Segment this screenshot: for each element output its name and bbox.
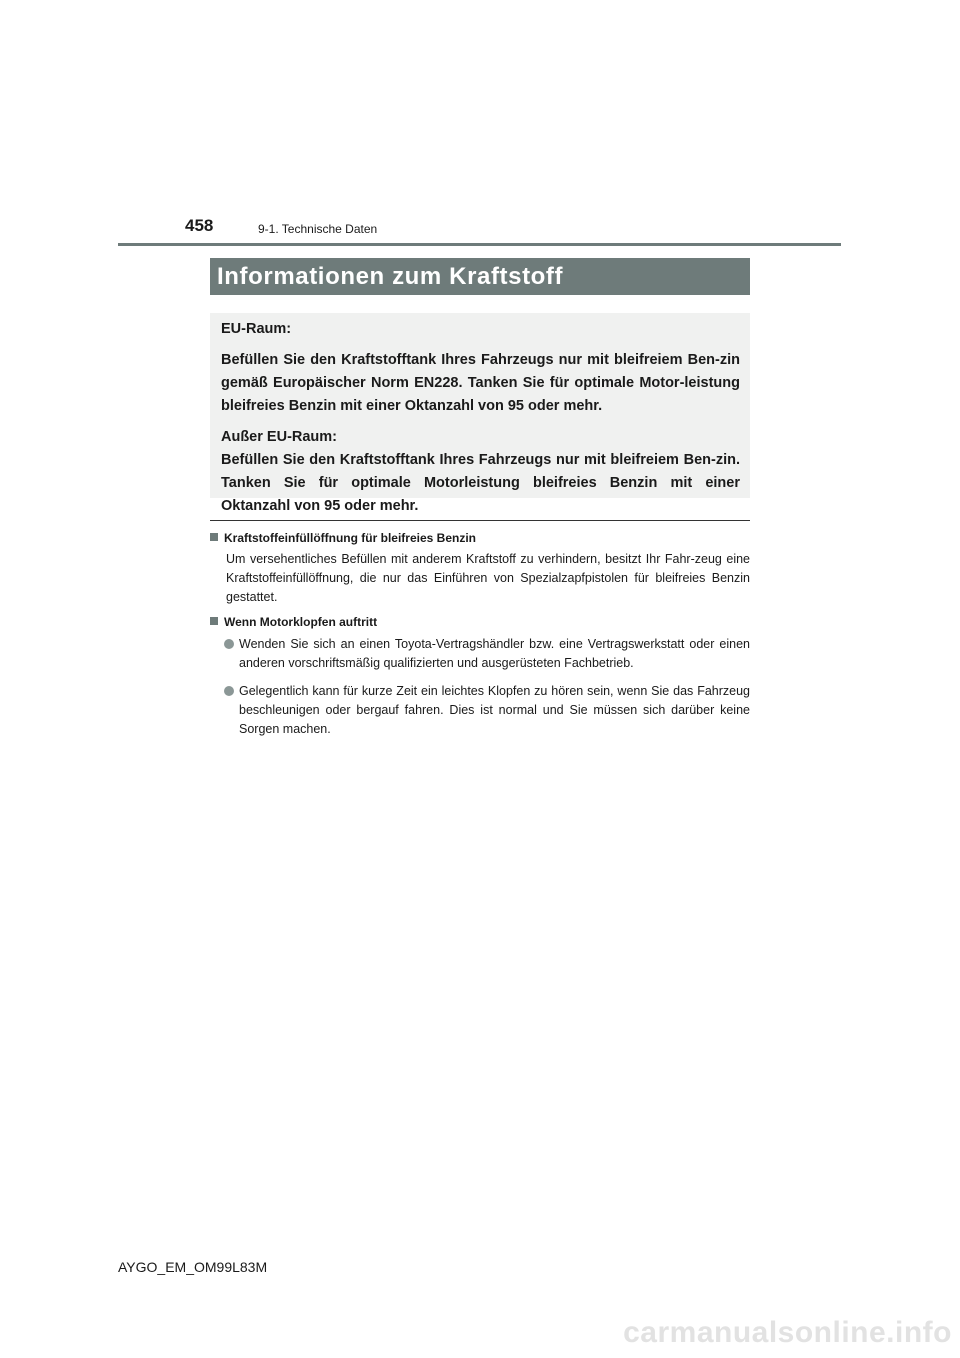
circle-bullet-icon (224, 639, 234, 649)
content-area (210, 529, 750, 739)
section-heading-engine-knock (210, 613, 750, 632)
fuel-notice-box (210, 313, 750, 514)
section-paragraph: Um versehentliches Befüllen mit anderem Kraftstoff zu verhindern, besitzt Ihr Fahr-zeug eine Kraftstoffeinfüllöffnung, die nur das Einführen von Spezialzapfpistolen für bleifreies Benzin gestattet. (226, 552, 750, 604)
document-code: AYGO_EM_OM99L83M (118, 1259, 268, 1275)
section-heading-text: Kraftstoffeinfüllöffnung für bleifreies Benzin (224, 531, 476, 545)
non-eu-label: Außer EU-Raum: (221, 429, 338, 445)
list-item (210, 682, 750, 739)
header-rule (118, 243, 841, 246)
section-heading-fuel-filler (210, 529, 750, 548)
page-title-bar (210, 258, 750, 295)
page-number: 458 (185, 216, 214, 235)
square-bullet-icon (210, 533, 218, 541)
eu-text: Befüllen Sie den Kraftstofftank Ihres Fahrzeugs nur mit bleifreiem Ben-zin gemäß Europäischer Norm EN228. Tanken Sie für optimale Motor-leistung bleifreies Benzin mit einer Oktanzahl von 95 oder mehr. (221, 352, 740, 414)
section-heading-text: Wenn Motorklopfen auftritt (224, 615, 378, 629)
non-eu-text: Befüllen Sie den Kraftstofftank Ihres Fahrzeugs nur mit bleifreiem Ben-zin. Tanken Sie für optimale Motorleistung bleifreies Benzin mit einer Oktanzahl von 95 oder mehr. (221, 452, 740, 514)
page-title: Informationen zum Kraftstoff (217, 262, 564, 290)
square-bullet-icon (210, 617, 218, 625)
section-divider (210, 520, 750, 521)
circle-bullet-icon (224, 686, 234, 696)
list-item-text: Wenden Sie sich an einen Toyota-Vertragshändler bzw. eine Vertragswerkstatt oder einen anderen vorschriftsmäßig qualifizierten und ausgerüsteten Fachbetrieb. (239, 637, 750, 670)
section-reference: 9-1. Technische Daten (258, 222, 378, 236)
watermark: carmanualsonline.info (623, 1316, 952, 1349)
list-item (210, 635, 750, 673)
list-item-text: Gelegentlich kann für kurze Zeit ein leichtes Klopfen zu hören sein, wenn Sie das Fahrzeug beschleunigen oder bergauf fahren. Dies ist normal und Sie müssen sich darüber keine Sorgen machen. (239, 684, 750, 736)
eu-label: EU-Raum: (221, 321, 292, 337)
